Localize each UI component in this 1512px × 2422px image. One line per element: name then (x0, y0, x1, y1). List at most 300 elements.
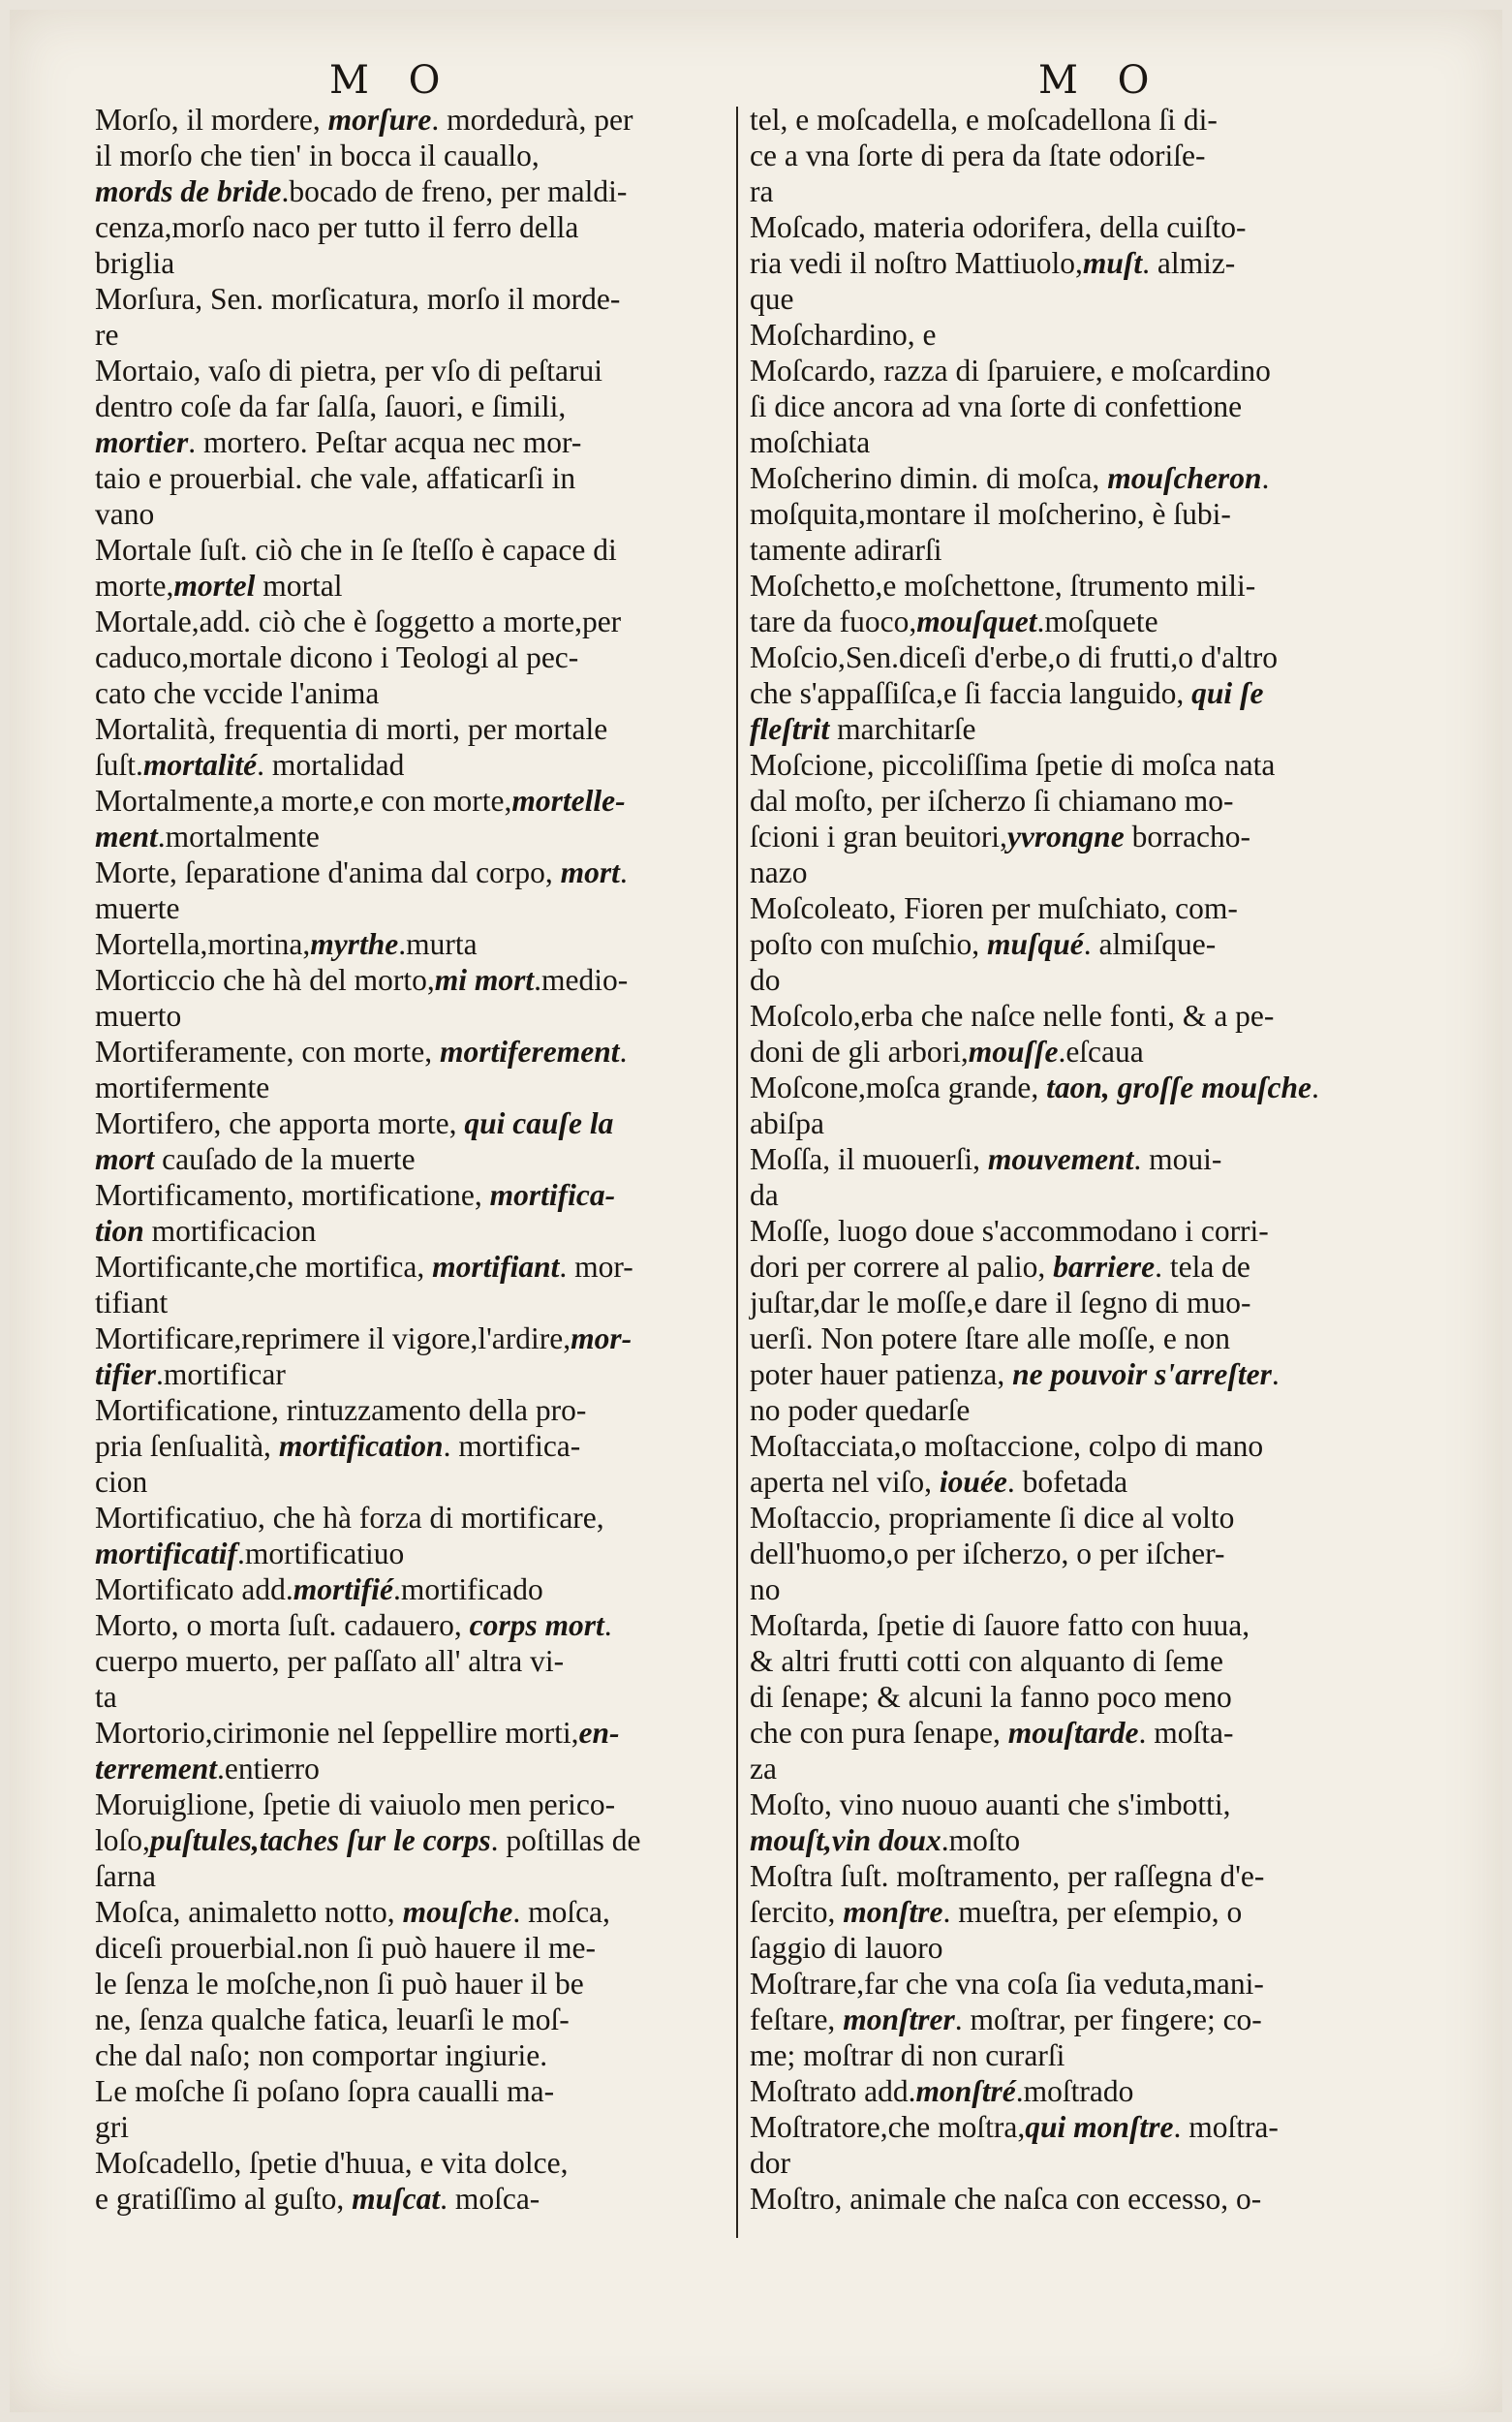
entry-text: poſto con muſchio, (750, 927, 987, 961)
entry-text: & altri frutti cotti con alquanto di ſeme (750, 1644, 1223, 1678)
entry-line (95, 819, 725, 854)
dictionary-entry (750, 102, 1379, 209)
entry-text: . moſtrar, per fingere; co- (954, 2003, 1262, 2036)
entry-line (95, 783, 725, 819)
entry-text: Moſcherino dimin. di moſca, (750, 461, 1108, 495)
entry-line (750, 1464, 1379, 1500)
french-equivalent: muſcat (352, 2182, 441, 2216)
entry-line (95, 711, 725, 747)
entry-text: dell'huomo,o per iſcherzo, o per iſcher- (750, 1537, 1225, 1570)
french-equivalent: mortifiant (432, 1250, 560, 1284)
entry-text: taio e prouerbial. che vale, affaticarſi in (95, 461, 576, 495)
dictionary-entry (95, 783, 725, 854)
entry-text: . poſtillas de (490, 1823, 641, 1857)
french-equivalent: myrthe (310, 927, 399, 961)
right-column (750, 102, 1379, 2217)
entry-text: me; moſtrar di non curarſi (750, 2038, 1065, 2072)
entry-line (750, 1536, 1379, 1571)
entry-line (750, 460, 1379, 496)
dictionary-entry (750, 1428, 1379, 1500)
entry-text: Mortiferamente, con morte, (95, 1035, 440, 1069)
dictionary-entry (750, 2109, 1379, 2181)
french-equivalent: taon, groſſe mouſche (1046, 1071, 1311, 1104)
entry-line (750, 1607, 1379, 1643)
entry-line (750, 2145, 1379, 2181)
french-equivalent: mortel (173, 569, 256, 603)
entry-text: dal moſto, per iſcherzo ſi chiamano mo- (750, 784, 1234, 818)
entry-line (95, 1285, 725, 1320)
entry-line (750, 2073, 1379, 2109)
entry-text: .mortificatiuo (236, 1537, 405, 1570)
french-equivalent: monſtrer (843, 2003, 955, 2036)
entry-text: ce a vna ſorte di pera da ſtate odoriſe- (750, 139, 1206, 172)
dictionary-entry (95, 1715, 725, 1786)
entry-text: . moſca- (440, 2182, 540, 2216)
dictionary-entry (95, 1392, 725, 1500)
entry-text: Mortificato add. (95, 1572, 293, 1606)
entry-text: vano (95, 497, 155, 531)
entry-text: muerte (95, 891, 180, 925)
entry-text: Moſto, vino nuouo auanti che s'imbotti, (750, 1787, 1231, 1821)
french-equivalent: qui cauſe la (464, 1106, 614, 1140)
entry-text: . moſtra- (1173, 2110, 1279, 2144)
entry-line (95, 1679, 725, 1715)
entry-line (750, 1105, 1379, 1141)
entry-text: Mortificatiuo, che hà forza di mortificare, (95, 1501, 604, 1535)
entry-text: moſchiata (750, 425, 871, 459)
entry-text: do (750, 963, 781, 997)
french-equivalent: mouſcheron (1107, 461, 1262, 495)
entry-line (95, 854, 725, 890)
dictionary-entry (750, 353, 1379, 460)
dictionary-entry (750, 568, 1379, 639)
entry-text: briglia (95, 246, 175, 280)
running-head-left: M O (329, 58, 454, 103)
entry-text: moſquita,montare il moſcherino, è ſubi- (750, 497, 1231, 531)
entry-text: . mortifica- (443, 1429, 581, 1463)
entry-text: pria ſenſualità, (95, 1429, 279, 1463)
french-equivalent: mortifié (293, 1572, 393, 1606)
entry-text: Moſtrato add. (750, 2074, 916, 2108)
entry-text: . moſta- (1138, 1716, 1234, 1750)
entry-line (750, 783, 1379, 819)
entry-text: Mortificare,reprimere il vigore,l'ardire, (95, 1321, 571, 1355)
entry-line (750, 532, 1379, 568)
column-divider (736, 107, 738, 2238)
french-equivalent: iouée (939, 1465, 1007, 1499)
french-equivalent: barriere (1053, 1250, 1156, 1284)
french-equivalent: mort (560, 855, 620, 889)
entry-line (750, 1930, 1379, 1966)
entry-line (95, 460, 725, 496)
dictionary-entry (750, 639, 1379, 747)
entry-line (750, 424, 1379, 460)
entry-line (750, 245, 1379, 281)
entry-text: juſtar,dar le moſſe,e dare il ſegno di muo- (750, 1286, 1251, 1320)
entry-line (95, 173, 725, 209)
entry-text: caduco,mortale dicono i Teologi al pec- (95, 640, 579, 674)
entry-text: ria vedi il noſtro Mattiuolo, (750, 246, 1083, 280)
entry-text: borracho- (1124, 820, 1250, 854)
entry-line (95, 2145, 725, 2181)
entry-text: ſarna (95, 1859, 156, 1893)
entry-line (95, 2037, 725, 2073)
entry-line (750, 819, 1379, 854)
entry-text: mortal (255, 569, 343, 603)
entry-line (750, 568, 1379, 604)
french-equivalent: mouſche (402, 1895, 513, 1929)
entry-text: Moſcone,moſca grande, (750, 1071, 1047, 1104)
entry-text: abiſpa (750, 1106, 824, 1140)
entry-text: .bocado de freno, per maldi- (281, 174, 628, 208)
entry-text: Moſtarda, ſpetie di ſauore fatto con huua, (750, 1608, 1250, 1642)
entry-line (95, 532, 725, 568)
dictionary-entry (750, 1607, 1379, 1786)
entry-line (750, 1213, 1379, 1249)
entry-text: tare da fuoco, (750, 605, 917, 638)
entry-text: . (619, 855, 628, 889)
entry-line (95, 1966, 725, 2002)
entry-line (95, 1034, 725, 1070)
dictionary-entry (750, 1786, 1379, 1858)
dictionary-entry (750, 998, 1379, 1070)
entry-text: . almiz- (1142, 246, 1236, 280)
entry-text: Mortale ſuſt. ciò che in ſe ſteſſo è capace di (95, 533, 617, 567)
french-equivalent: ne pouvoir s'arreſter (1012, 1357, 1272, 1391)
entry-text: Morto, o morta ſuſt. cadauero, (95, 1608, 470, 1642)
french-equivalent: ment (95, 820, 158, 854)
entry-line (95, 2181, 725, 2217)
entry-text: no poder quedarſe (750, 1393, 971, 1427)
entry-line (750, 1571, 1379, 1607)
entry-text: che s'appaſſiſca,e ſi faccia languido, (750, 676, 1192, 710)
entry-line (750, 1177, 1379, 1213)
entry-text: Moſca, animaletto notto, (95, 1895, 403, 1929)
entry-line (750, 388, 1379, 424)
entry-text: Mortalmente,a morte,e con morte, (95, 784, 512, 818)
entry-line (95, 1822, 725, 1858)
entry-text: . mortero. Peſtar acqua nec mor- (188, 425, 582, 459)
dictionary-entry (95, 1105, 725, 1177)
entry-text: morte, (95, 569, 174, 603)
entry-line (750, 1966, 1379, 2002)
entry-text: Le moſche ſi poſano ſopra caualli ma- (95, 2074, 555, 2108)
entry-text: Morticcio che hà del morto, (95, 963, 435, 997)
entry-text: Mortificante,che mortifica, (95, 1250, 433, 1284)
entry-text: Moſtro, animale che naſca con eccesso, o- (750, 2182, 1262, 2216)
dictionary-entry (95, 1177, 725, 1249)
entry-line (750, 1858, 1379, 1894)
entry-text: Moſſe, luogo doue s'accommodano i corri- (750, 1214, 1269, 1248)
entry-text: que (750, 282, 794, 316)
entry-line (95, 388, 725, 424)
entry-text: Moſtrare,far che vna coſa ſia veduta,mani- (750, 1967, 1264, 2001)
entry-line (95, 281, 725, 317)
entry-text: .moſto (941, 1823, 1021, 1857)
entry-text: . moſca, (512, 1895, 610, 1929)
entry-text: Mortella,mortina, (95, 927, 311, 961)
entry-text: Moſcolo,erba che naſce nelle fonti, & a pe- (750, 999, 1275, 1033)
entry-line (95, 424, 725, 460)
entry-line (750, 2109, 1379, 2145)
french-equivalent: monſtré (915, 2074, 1016, 2108)
entry-line (750, 1643, 1379, 1679)
entry-text: . (1261, 461, 1270, 495)
entry-text: cenza,morſo naco per tutto il ferro della (95, 210, 579, 244)
entry-line (750, 173, 1379, 209)
entry-text: Moruiglione, ſpetie di vaiuolo men perico- (95, 1787, 616, 1821)
entry-text: Moſtaccio, propriamente ſi dice al volto (750, 1501, 1235, 1535)
entry-text: ra (750, 174, 774, 208)
entry-line (750, 281, 1379, 317)
french-equivalent: mortification (278, 1429, 444, 1463)
dictionary-entry (750, 890, 1379, 998)
entry-line (95, 1392, 725, 1428)
entry-line (95, 2002, 725, 2037)
entry-line (95, 245, 725, 281)
entry-line (95, 2109, 725, 2145)
entry-line (95, 1858, 725, 1894)
entry-line (95, 747, 725, 783)
dictionary-entry (750, 209, 1379, 317)
entry-text: di ſenape; & alcuni la fanno poco meno (750, 1680, 1232, 1714)
entry-text: . (1311, 1071, 1319, 1104)
entry-text: tifiant (95, 1286, 169, 1320)
entry-line (750, 138, 1379, 173)
entry-line (750, 2037, 1379, 2073)
entry-line (95, 1105, 725, 1141)
french-equivalent: mortier (95, 425, 189, 459)
entry-line (95, 962, 725, 998)
dictionary-entry (95, 711, 725, 783)
entry-line (95, 496, 725, 532)
entry-line (95, 1356, 725, 1392)
entry-line (95, 1715, 725, 1751)
entry-text: Mortificamento, mortificatione, (95, 1178, 490, 1212)
entry-text: .murta (398, 927, 478, 961)
dictionary-entry (95, 102, 725, 281)
entry-text: mortifermente (95, 1071, 270, 1104)
entry-text: Moſchetto,e moſchettone, ſtrumento mili- (750, 569, 1256, 603)
entry-line (95, 1643, 725, 1679)
entry-line (750, 1070, 1379, 1105)
french-equivalent: qui monſtre (1025, 2110, 1174, 2144)
entry-line (750, 962, 1379, 998)
entry-text: da (750, 1178, 779, 1212)
french-equivalent: morſure (327, 103, 432, 137)
entry-text: . (1271, 1357, 1280, 1391)
entry-text: .mortificado (392, 1572, 543, 1606)
french-equivalent: mouvement (987, 1142, 1134, 1176)
entry-line (95, 639, 725, 675)
entry-text: Moſcadello, ſpetie d'huua, e vita dolce, (95, 2146, 569, 2180)
entry-text: dentro coſe da far ſalſa, ſauori, e ſimili, (95, 389, 567, 423)
entry-text: Moſcoleato, Fioren per muſchiato, com- (750, 891, 1238, 925)
dictionary-entry (750, 2073, 1379, 2109)
entry-text: poter hauer patienza, (750, 1357, 1013, 1391)
entry-text: ſercito, (750, 1895, 844, 1929)
entry-line (750, 675, 1379, 711)
french-equivalent: mort (95, 1142, 155, 1176)
dictionary-entry (750, 1070, 1379, 1141)
entry-line (95, 102, 725, 138)
dictionary-entry (750, 1213, 1379, 1428)
entry-text: ſuſt. (95, 748, 143, 782)
entry-line (95, 1213, 725, 1249)
french-equivalent: muſqué (986, 927, 1084, 961)
french-equivalent: tifier (95, 1357, 156, 1391)
dictionary-entry (95, 1500, 725, 1571)
dictionary-entry (95, 1786, 725, 1894)
entry-line (95, 1141, 725, 1177)
french-equivalent: mi mort (434, 963, 535, 997)
dictionary-entry (750, 1500, 1379, 1607)
entry-line (95, 1500, 725, 1536)
dictionary-entry (750, 2181, 1379, 2217)
french-equivalent: mouſt,vin doux (750, 1823, 941, 1857)
entry-line (750, 747, 1379, 783)
entry-text: che con pura ſenape, (750, 1716, 1008, 1750)
entry-line (750, 1786, 1379, 1822)
entry-text: .moſtrado (1015, 2074, 1134, 2108)
dictionary-entry (95, 604, 725, 711)
entry-line (95, 1464, 725, 1500)
dictionary-entry (750, 1966, 1379, 2073)
french-equivalent: mouſtarde (1007, 1716, 1139, 1750)
entry-text: Moſcio,Sen.diceſi d'erbe,o di frutti,o d'altro (750, 640, 1278, 674)
entry-line (95, 604, 725, 639)
entry-line (750, 1715, 1379, 1751)
dictionary-entry (95, 926, 725, 962)
entry-line (95, 1571, 725, 1607)
left-column (95, 102, 725, 2217)
french-equivalent: en- (578, 1716, 620, 1750)
entry-line (750, 604, 1379, 639)
entry-line (95, 998, 725, 1034)
entry-text: il morſo che tien' in bocca il cauallo, (95, 139, 540, 172)
entry-text: Moſtra ſuſt. moſtramento, per raſſegna d'e- (750, 1859, 1265, 1893)
entry-line (95, 926, 725, 962)
french-equivalent: mouſquet (916, 605, 1037, 638)
entry-text: cion (95, 1465, 148, 1499)
entry-text: Mortale,add. ciò che è ſoggetto a morte,per (95, 605, 622, 638)
french-equivalent: mortelle- (511, 784, 626, 818)
french-equivalent: mouſſe (968, 1035, 1059, 1069)
entry-text: .mortificar (156, 1357, 286, 1391)
entry-text: . (603, 1608, 612, 1642)
dictionary-entry (750, 317, 1379, 353)
entry-text: . tela de (1155, 1250, 1250, 1284)
entry-line (750, 1679, 1379, 1715)
dictionary-entry (750, 747, 1379, 890)
dictionary-entry (95, 1571, 725, 1607)
entry-text: Moſchardino, e (750, 318, 937, 352)
entry-text: feſtare, (750, 2003, 844, 2036)
entry-text: re (95, 318, 119, 352)
entry-line (750, 2181, 1379, 2217)
entry-line (95, 1320, 725, 1356)
entry-text: cuerpo muerto, per paſſato all' altra vi- (95, 1644, 565, 1678)
entry-text: le ſenza le moſche,non ſi può hauer il be (95, 1967, 584, 2001)
dictionary-entry (95, 962, 725, 1034)
entry-text: .mortalmente (157, 820, 320, 854)
entry-text: dori per correre al palio, (750, 1250, 1054, 1284)
entry-text: Mortalità, frequentia di morti, per mortale (95, 712, 608, 746)
entry-text: .moſquete (1036, 605, 1158, 638)
entry-line (95, 353, 725, 388)
entry-text: uerſi. Non potere ſtare alle moſſe, e non (750, 1321, 1230, 1355)
running-head-right: M O (1038, 58, 1163, 103)
entry-line (750, 1894, 1379, 1930)
dictionary-entry (95, 2145, 725, 2217)
entry-line (95, 1177, 725, 1213)
french-equivalent: qui ſe (1191, 676, 1264, 710)
entry-line (750, 1034, 1379, 1070)
entry-text: aperta nel viſo, (750, 1465, 940, 1499)
french-equivalent: puſtules,taches ſur le corps (149, 1823, 491, 1857)
entry-text: Moſtratore,che moſtra, (750, 2110, 1026, 2144)
entry-text: dor (750, 2146, 790, 2180)
entry-line (95, 568, 725, 604)
entry-line (95, 317, 725, 353)
entry-text: Mortaio, vaſo di pietra, per vſo di peſtarui (95, 354, 602, 388)
entry-text: ne, ſenza qualche fatica, leuarſi le moſ- (95, 2003, 570, 2036)
entry-text: muerto (95, 999, 182, 1033)
entry-text: marchitarſe (829, 712, 976, 746)
entry-text: cauſado de la muerte (154, 1142, 416, 1176)
entry-text: che dal naſo; non comportar ingiurie. (95, 2038, 548, 2072)
entry-line (750, 1428, 1379, 1464)
entry-line (750, 890, 1379, 926)
entry-line (95, 1428, 725, 1464)
entry-text: . bofetada (1006, 1465, 1128, 1499)
entry-line (750, 1141, 1379, 1177)
entry-text: diceſi prouerbial.non ſi può hauere il me- (95, 1931, 596, 1965)
entry-line (95, 1249, 725, 1285)
entry-line (750, 854, 1379, 890)
entry-text: gri (95, 2110, 129, 2144)
entry-text: no (750, 1572, 781, 1606)
entry-text: Morſura, Sen. morſicatura, morſo il morde- (95, 282, 621, 316)
entry-text: .medio- (534, 963, 629, 997)
entry-line (750, 1356, 1379, 1392)
entry-line (750, 1392, 1379, 1428)
french-equivalent: yvrongne (1006, 820, 1125, 854)
dictionary-entry (750, 460, 1379, 568)
entry-line (95, 209, 725, 245)
entry-text: ſcioni i gran beuitori, (750, 820, 1007, 854)
entry-line (750, 1249, 1379, 1285)
entry-text: e gratiſſimo al guſto, (95, 2182, 353, 2216)
entry-text: . mueſtra, per eſempio, o (942, 1895, 1243, 1929)
entry-line (750, 496, 1379, 532)
entry-text: Morſo, il mordere, (95, 103, 328, 137)
entry-text: Moſcardo, razza di ſparuiere, e moſcardino (750, 354, 1271, 388)
entry-text: Moſcado, materia odorifera, della cuiſto- (750, 210, 1247, 244)
french-equivalent: mortalité (142, 748, 258, 782)
dictionary-entry (95, 1249, 725, 1320)
entry-line (95, 1070, 725, 1105)
entry-line (750, 1751, 1379, 1786)
page (10, 10, 1502, 2412)
entry-line (750, 1500, 1379, 1536)
entry-text: .eſcaua (1058, 1035, 1144, 1069)
entry-text: tamente adirarſi (750, 533, 942, 567)
entry-line (750, 926, 1379, 962)
entry-line (95, 1607, 725, 1643)
entry-text: ſaggio di lauoro (750, 1931, 943, 1965)
entry-line (750, 209, 1379, 245)
